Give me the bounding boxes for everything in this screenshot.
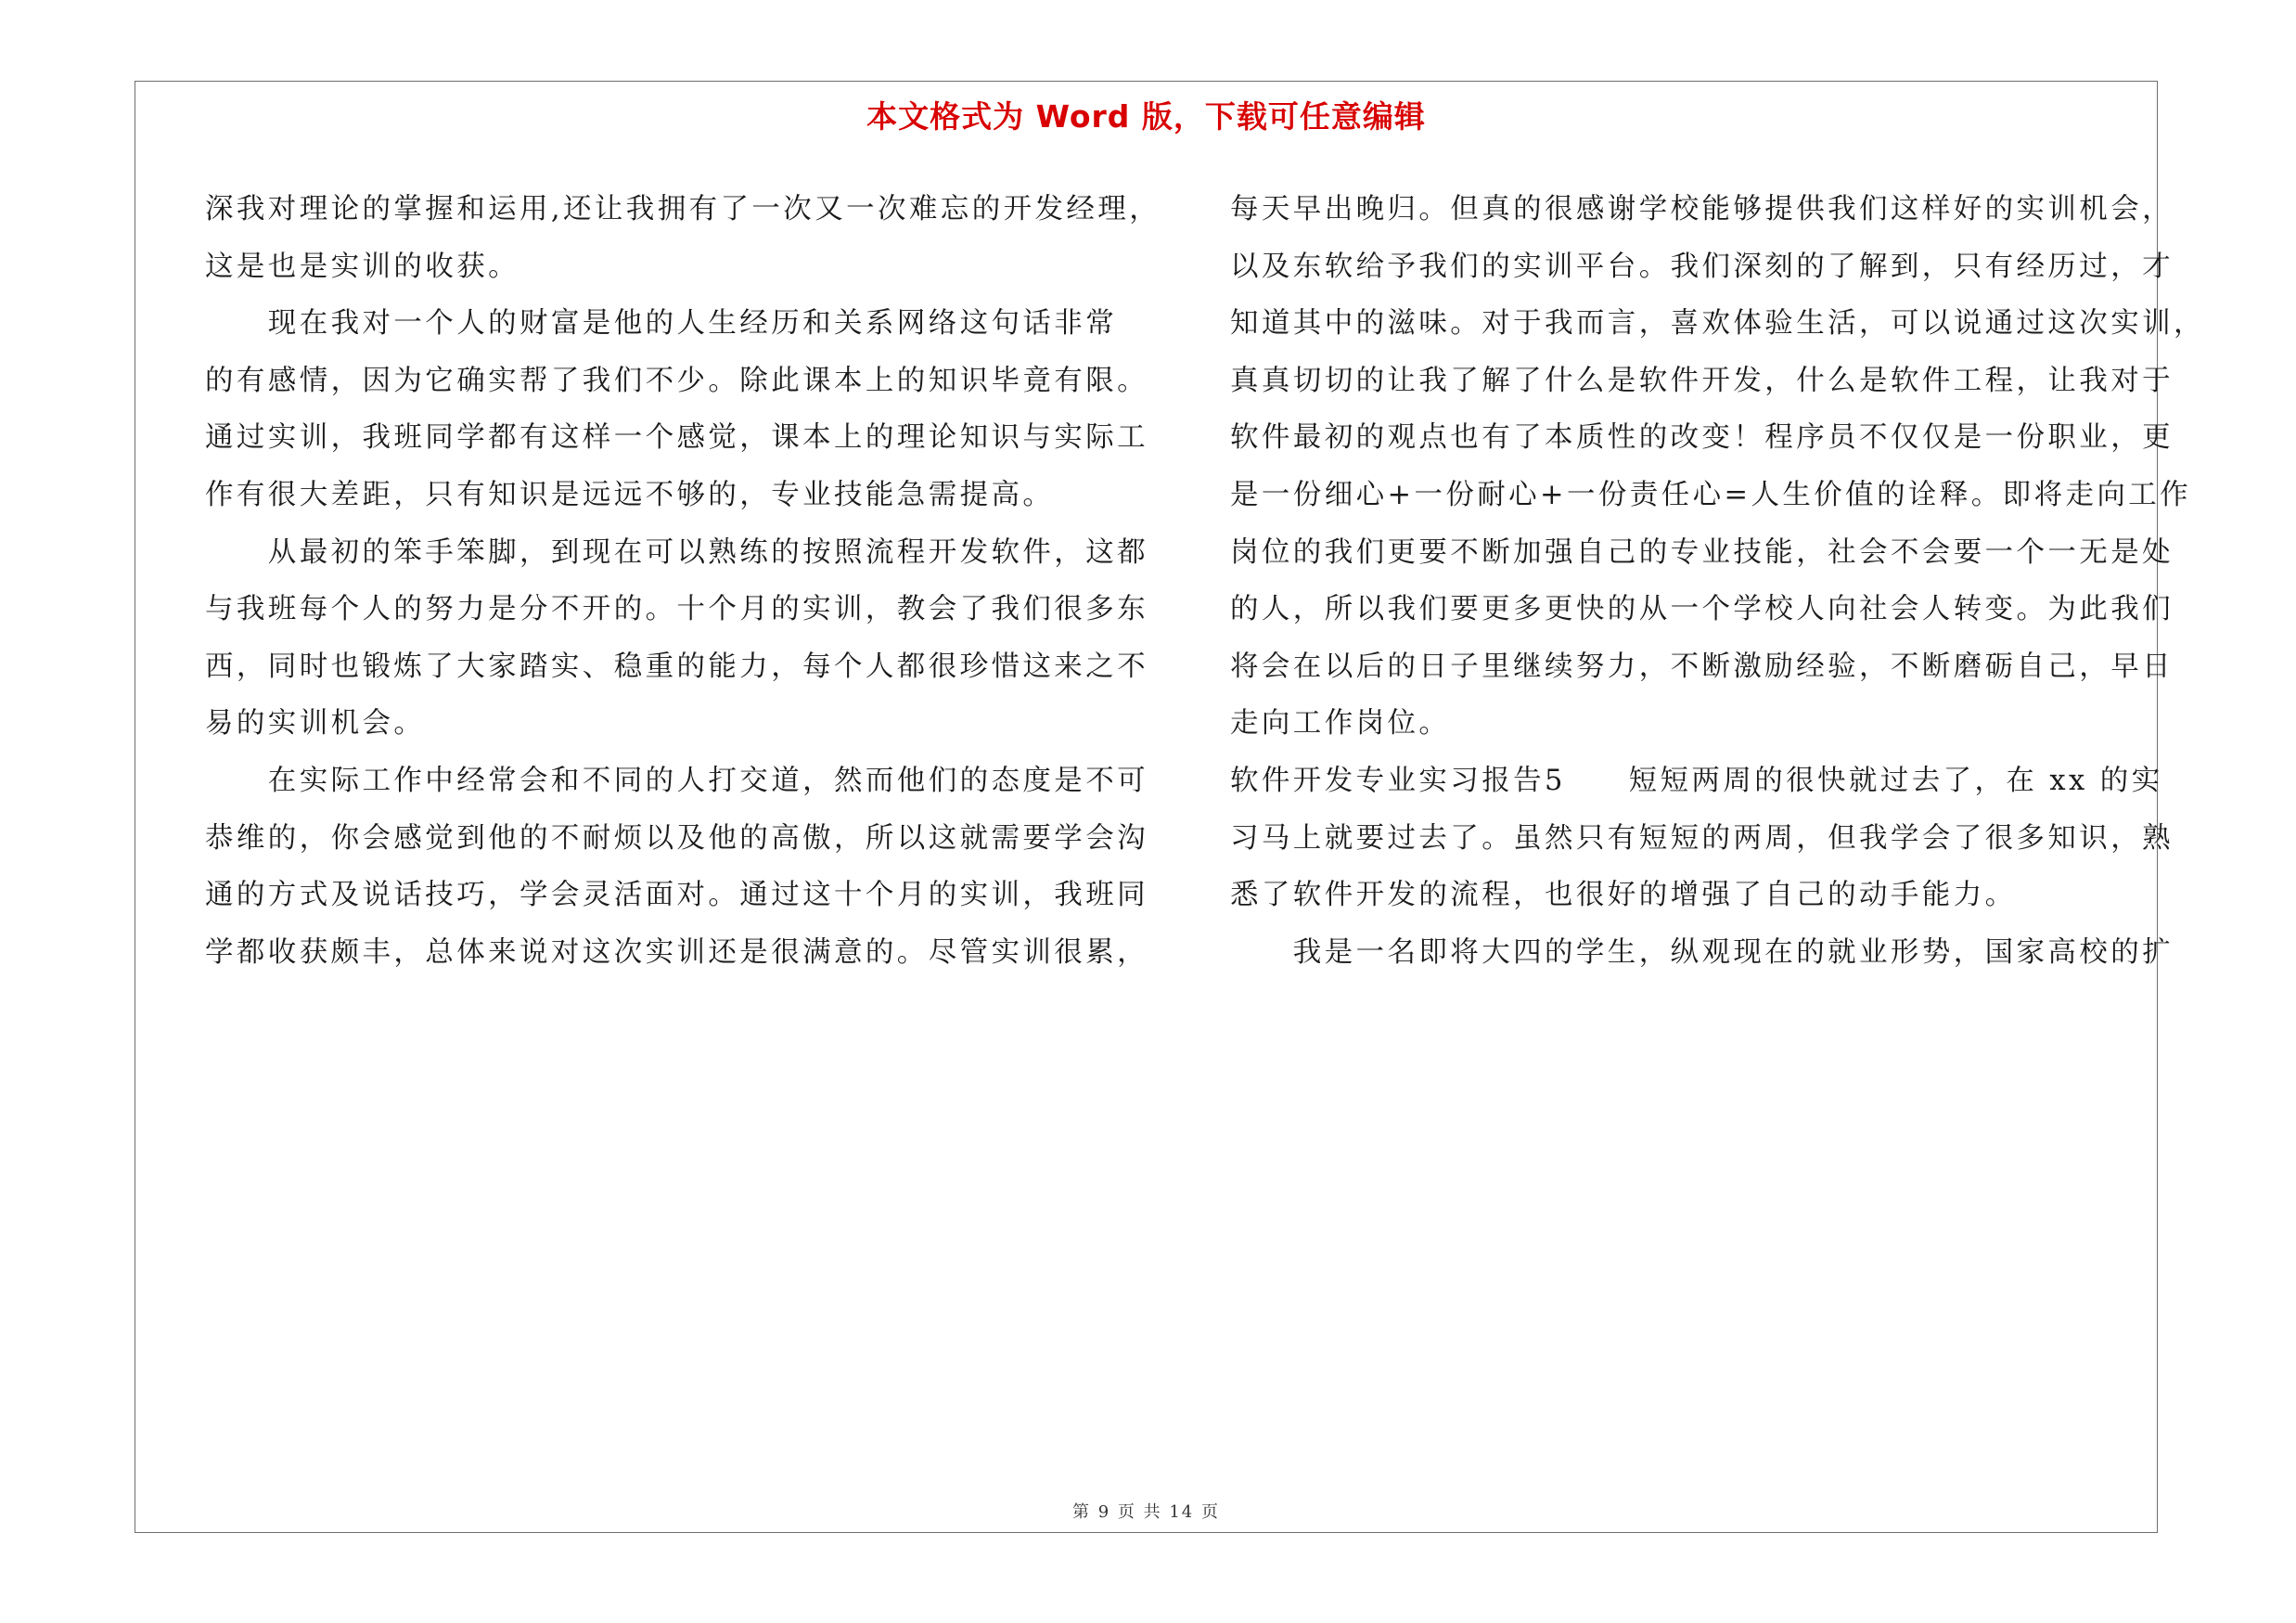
text-line: 通过实训，我班同学都有这样一个感觉，课本上的理论知识与实际工	[205, 421, 1148, 455]
text-line: 作有很大差距，只有知识是远远不够的，专业技能急需提高。	[205, 479, 1055, 511]
text-line: 从最初的笨手笨脚，到现在可以熟练的按照流程开发软件，这都	[205, 535, 1148, 569]
text-line: 是一份细心+一份耐心+一份责任心=人生价值的诠释。即将走向工作	[1230, 479, 2192, 511]
text-line: 通的方式及说话技巧，学会灵活面对。通过这十个月的实训，我班同	[205, 879, 1148, 912]
text-line: 易的实训机会。	[205, 707, 426, 741]
text-line: 每天早出晚归。但真的很感谢学校能够提供我们这样好的实训机会，	[1230, 193, 2174, 225]
text-line: 的人，所以我们要更多更快的从一个学校人向社会人转变。为此我们	[1230, 593, 2174, 626]
text-line: 真真切切的让我了解了什么是软件开发，什么是软件工程，让我对于	[1230, 364, 2174, 397]
text-line: 岗位的我们更要不断加强自己的专业技能，社会不会要一个一无是处	[1230, 535, 2174, 569]
text-line: 知道其中的滋味。对于我而言，喜欢体验生活，可以说通过这次实训，	[1230, 307, 2205, 341]
page-number-footer: 第 9 页 共 14 页	[1072, 1502, 1220, 1522]
text-line: 现在我对一个人的财富是他的人生经历和关系网络这句话非常	[205, 307, 1118, 341]
text-line: 悉了软件开发的流程，也很好的增强了自己的动手能力。	[1230, 879, 2017, 912]
text-line: 这是也是实训的收获。	[205, 250, 519, 283]
text-line: 深我对理论的掌握和运用,还让我拥有了一次又一次难忘的开发经理，	[205, 193, 1161, 225]
text-line: 学都收获颇丰，总体来说对这次实训还是很满意的。尽管实训很累，	[205, 935, 1148, 969]
document-page	[135, 81, 2205, 1533]
text-line: 恭维的，你会感觉到他的不耐烦以及他的高傲，所以这就需要学会沟	[205, 821, 1148, 855]
text-line: 西，同时也锻炼了大家踏实、稳重的能力，每个人都很珍惜这来之不	[205, 650, 1148, 683]
text-line: 软件开发专业实习报告5 短短两周的很快就过去了，在 xx 的实	[1230, 765, 2163, 797]
format-notice-banner: 本文格式为 Word 版，下载可任意编辑	[866, 98, 1426, 135]
text-line: 我是一名即将大四的学生，纵观现在的就业形势，国家高校的扩	[1230, 935, 2174, 969]
text-line: 与我班每个人的努力是分不开的。十个月的实训，教会了我们很多东	[205, 593, 1148, 626]
text-line: 习马上就要过去了。虽然只有短短的两周，但我学会了很多知识，熟	[1230, 821, 2174, 855]
text-line: 将会在以后的日子里继续努力，不断激励经验，不断磨砺自己，早日	[1230, 650, 2174, 683]
text-line: 走向工作岗位。	[1230, 707, 1451, 741]
text-line: 在实际工作中经常会和不同的人打交道，然而他们的态度是不可	[205, 765, 1148, 797]
text-line: 以及东软给予我们的实训平台。我们深刻的了解到，只有经历过，才	[1230, 250, 2174, 283]
text-line: 的有感情，因为它确实帮了我们不少。除此课本上的知识毕竟有限。	[205, 364, 1148, 397]
text-line: 软件最初的观点也有了本质性的改变！程序员不仅仅是一份职业，更	[1230, 421, 2174, 455]
